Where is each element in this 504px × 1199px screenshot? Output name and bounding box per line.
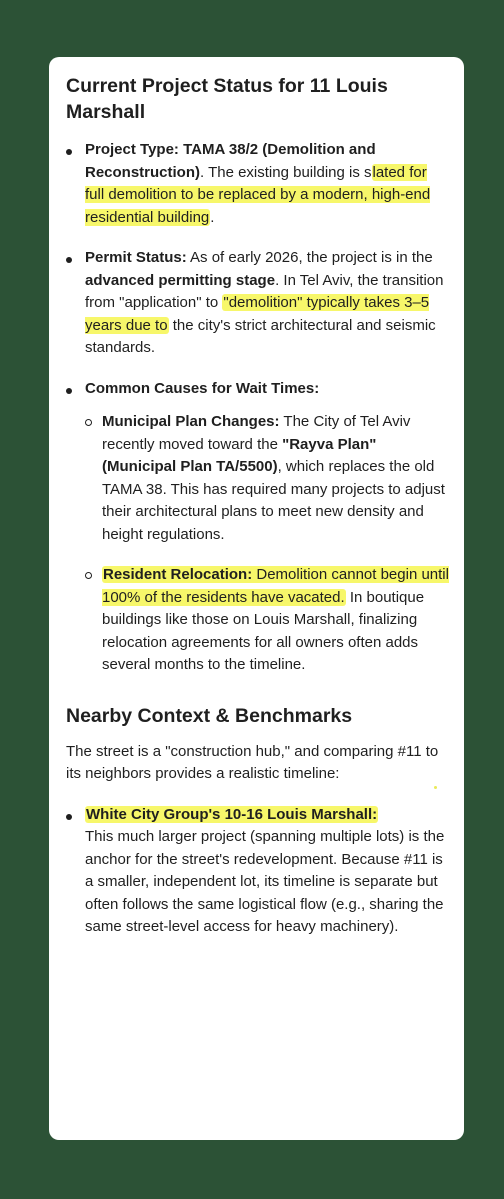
plan-changes-text: The City of Tel Aviv recently moved toward the bbox=[102, 413, 411, 453]
plan-changes-label: Municipal Plan Changes: bbox=[102, 413, 280, 430]
relocation-highlight: Demolition cannot begin until 100% of the residents have vacated. bbox=[102, 566, 449, 606]
response-card bbox=[49, 57, 464, 1140]
white-city-text: This much larger project (spanning multiple lots) is the anchor for the street's redevelopment. Because #11 is a smaller, independent lot, its timeline is separate but often follows the same logistical flow (e.g., sharing the same street-level access for heavy machinery). bbox=[85, 828, 445, 935]
list-item-permit-status bbox=[66, 247, 450, 360]
list-item-white-city bbox=[66, 804, 450, 939]
permit-status-text: As of early 2026, the project is in the bbox=[186, 249, 433, 266]
list-item-causes bbox=[66, 378, 450, 677]
project-type-end: . bbox=[210, 208, 215, 226]
status-list bbox=[66, 139, 450, 677]
plan-changes-bold: "Rayva Plan" (Municipal Plan TA/5500) bbox=[102, 435, 377, 475]
project-type-text: . The existing building is s bbox=[200, 163, 372, 181]
causes-label: Common Causes for Wait Times: bbox=[85, 379, 320, 397]
permit-status-label: Permit Status: bbox=[85, 249, 187, 266]
context-heading: Nearby Context & Benchmarks bbox=[66, 704, 353, 727]
context-list bbox=[66, 804, 450, 939]
permit-status-highlight: "demolition" typically takes 3–5 years due to bbox=[85, 294, 430, 334]
sublist-item-plan-changes bbox=[85, 411, 450, 546]
project-type-highlight: lated for full demolition to be replaced by a modern, high-end residential building bbox=[85, 163, 431, 226]
status-heading: Current Project Status for 11 Louis Marshall bbox=[66, 75, 388, 123]
highlight-speck bbox=[434, 786, 437, 789]
permit-status-text-3: the city's strict architectural and seismic standards. bbox=[85, 316, 436, 356]
context-intro: The street is a "construction hub," and comparing #11 to its neighbors provides a realistic timeline: bbox=[66, 742, 439, 782]
permit-status-bold: advanced permitting stage bbox=[85, 271, 276, 289]
permit-status-text-2: . In Tel Aviv, the transition from "application" to bbox=[85, 271, 444, 311]
white-city-label: White City Group's 10-16 Louis Marshall: bbox=[86, 805, 378, 823]
relocation-label: Resident Relocation: bbox=[103, 566, 253, 583]
relocation-text: In boutique buildings like those on Louis Marshall, finalizing relocation agreements for all owners often adds several months to the timeline. bbox=[102, 588, 425, 673]
project-type-label: Project Type: bbox=[85, 141, 179, 158]
sublist-item-relocation bbox=[85, 564, 450, 677]
plan-changes-text-2: , which replaces the old TAMA 38. This has required many projects to adjust their architectural plans to meet new density and height regulations. bbox=[102, 458, 445, 543]
project-type-value: TAMA 38/2 (Demolition and Reconstruction) bbox=[85, 141, 376, 181]
list-item-project-type bbox=[66, 139, 450, 229]
causes-sublist bbox=[85, 411, 450, 677]
